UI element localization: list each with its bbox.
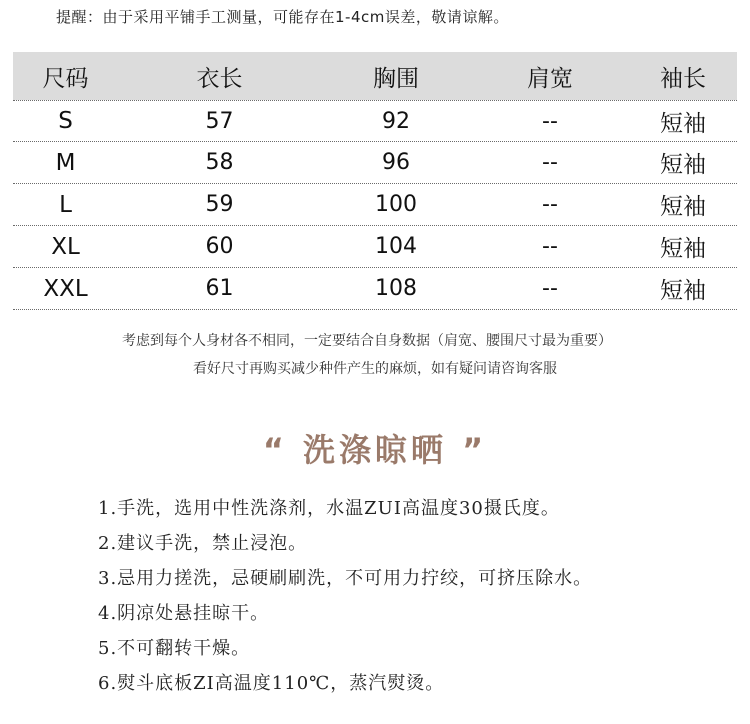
cell-shoulder: --	[542, 150, 558, 175]
cell-length: 60	[205, 234, 234, 259]
size-table-body	[13, 100, 737, 310]
size-table-header	[13, 52, 737, 100]
cell-sleeve: 短袖	[660, 194, 706, 220]
cell-shoulder: --	[542, 192, 558, 217]
open-quote: “	[262, 431, 288, 469]
cell-sleeve: 短袖	[660, 278, 706, 304]
close-quote: ”	[462, 431, 488, 469]
section-title	[0, 425, 750, 471]
cell-length: 57	[205, 108, 234, 134]
header-shoulder: 肩宽	[527, 65, 573, 92]
cell-shoulder: --	[542, 276, 558, 301]
cell-size: S	[58, 108, 73, 134]
cell-shoulder: --	[542, 234, 558, 259]
cell-sleeve: 短袖	[660, 152, 706, 178]
cell-length: 58	[205, 150, 234, 175]
table-row	[13, 100, 737, 142]
size-advice-line-2: 看好尺寸再购买减少种件产生的麻烦，如有疑问请咨询客服	[193, 361, 557, 377]
list-item: 2.建议手洗，禁止浸泡。	[98, 533, 308, 554]
header-sleeve: 袖长	[660, 65, 706, 92]
cell-size: L	[59, 191, 72, 218]
cell-sleeve: 短袖	[660, 110, 706, 137]
table-row	[13, 142, 737, 184]
cell-chest: 100	[375, 192, 417, 217]
cell-chest: 108	[375, 276, 417, 301]
header-chest: 胸围	[373, 65, 419, 92]
table-row	[13, 268, 737, 310]
cell-shoulder: --	[542, 108, 558, 134]
list-item: 4.阴凉处悬挂晾干。	[98, 603, 270, 624]
cell-size: XXL	[43, 275, 88, 302]
header-length: 衣长	[196, 65, 243, 92]
cell-size: M	[55, 149, 76, 176]
header-size: 尺码	[42, 65, 89, 92]
care-instructions-list	[98, 494, 592, 704]
list-item: 5.不可翻转干燥。	[98, 638, 251, 659]
cell-chest: 96	[382, 150, 410, 175]
cell-size: XL	[51, 233, 80, 260]
measurement-notice: 提醒：由于采用平铺手工测量，可能存在1-4cm误差，敬请谅解。	[56, 8, 509, 26]
cell-length: 59	[205, 192, 234, 217]
section-title-text: 洗涤晾晒	[302, 431, 447, 469]
cell-sleeve: 短袖	[660, 236, 706, 262]
list-item: 6.熨斗底板ZI高温度110℃，蒸汽熨烫。	[98, 673, 445, 694]
list-item: 1.手洗，选用中性洗涤剂，水温ZUI高温度30摄氏度。	[98, 498, 560, 519]
size-advice-line-1: 考虑到每个人身材各不相同，一定要结合自身数据（肩宽、腰围尺寸最为重要）	[122, 333, 612, 349]
table-row	[13, 226, 737, 268]
cell-chest: 92	[382, 108, 410, 134]
list-item: 3.忌用力搓洗，忌硬刷刷洗，不可用力拧绞，可挤压除水。	[98, 568, 593, 589]
size-table	[13, 52, 737, 310]
cell-chest: 104	[375, 234, 417, 259]
table-row	[13, 184, 737, 226]
cell-length: 61	[205, 276, 234, 301]
